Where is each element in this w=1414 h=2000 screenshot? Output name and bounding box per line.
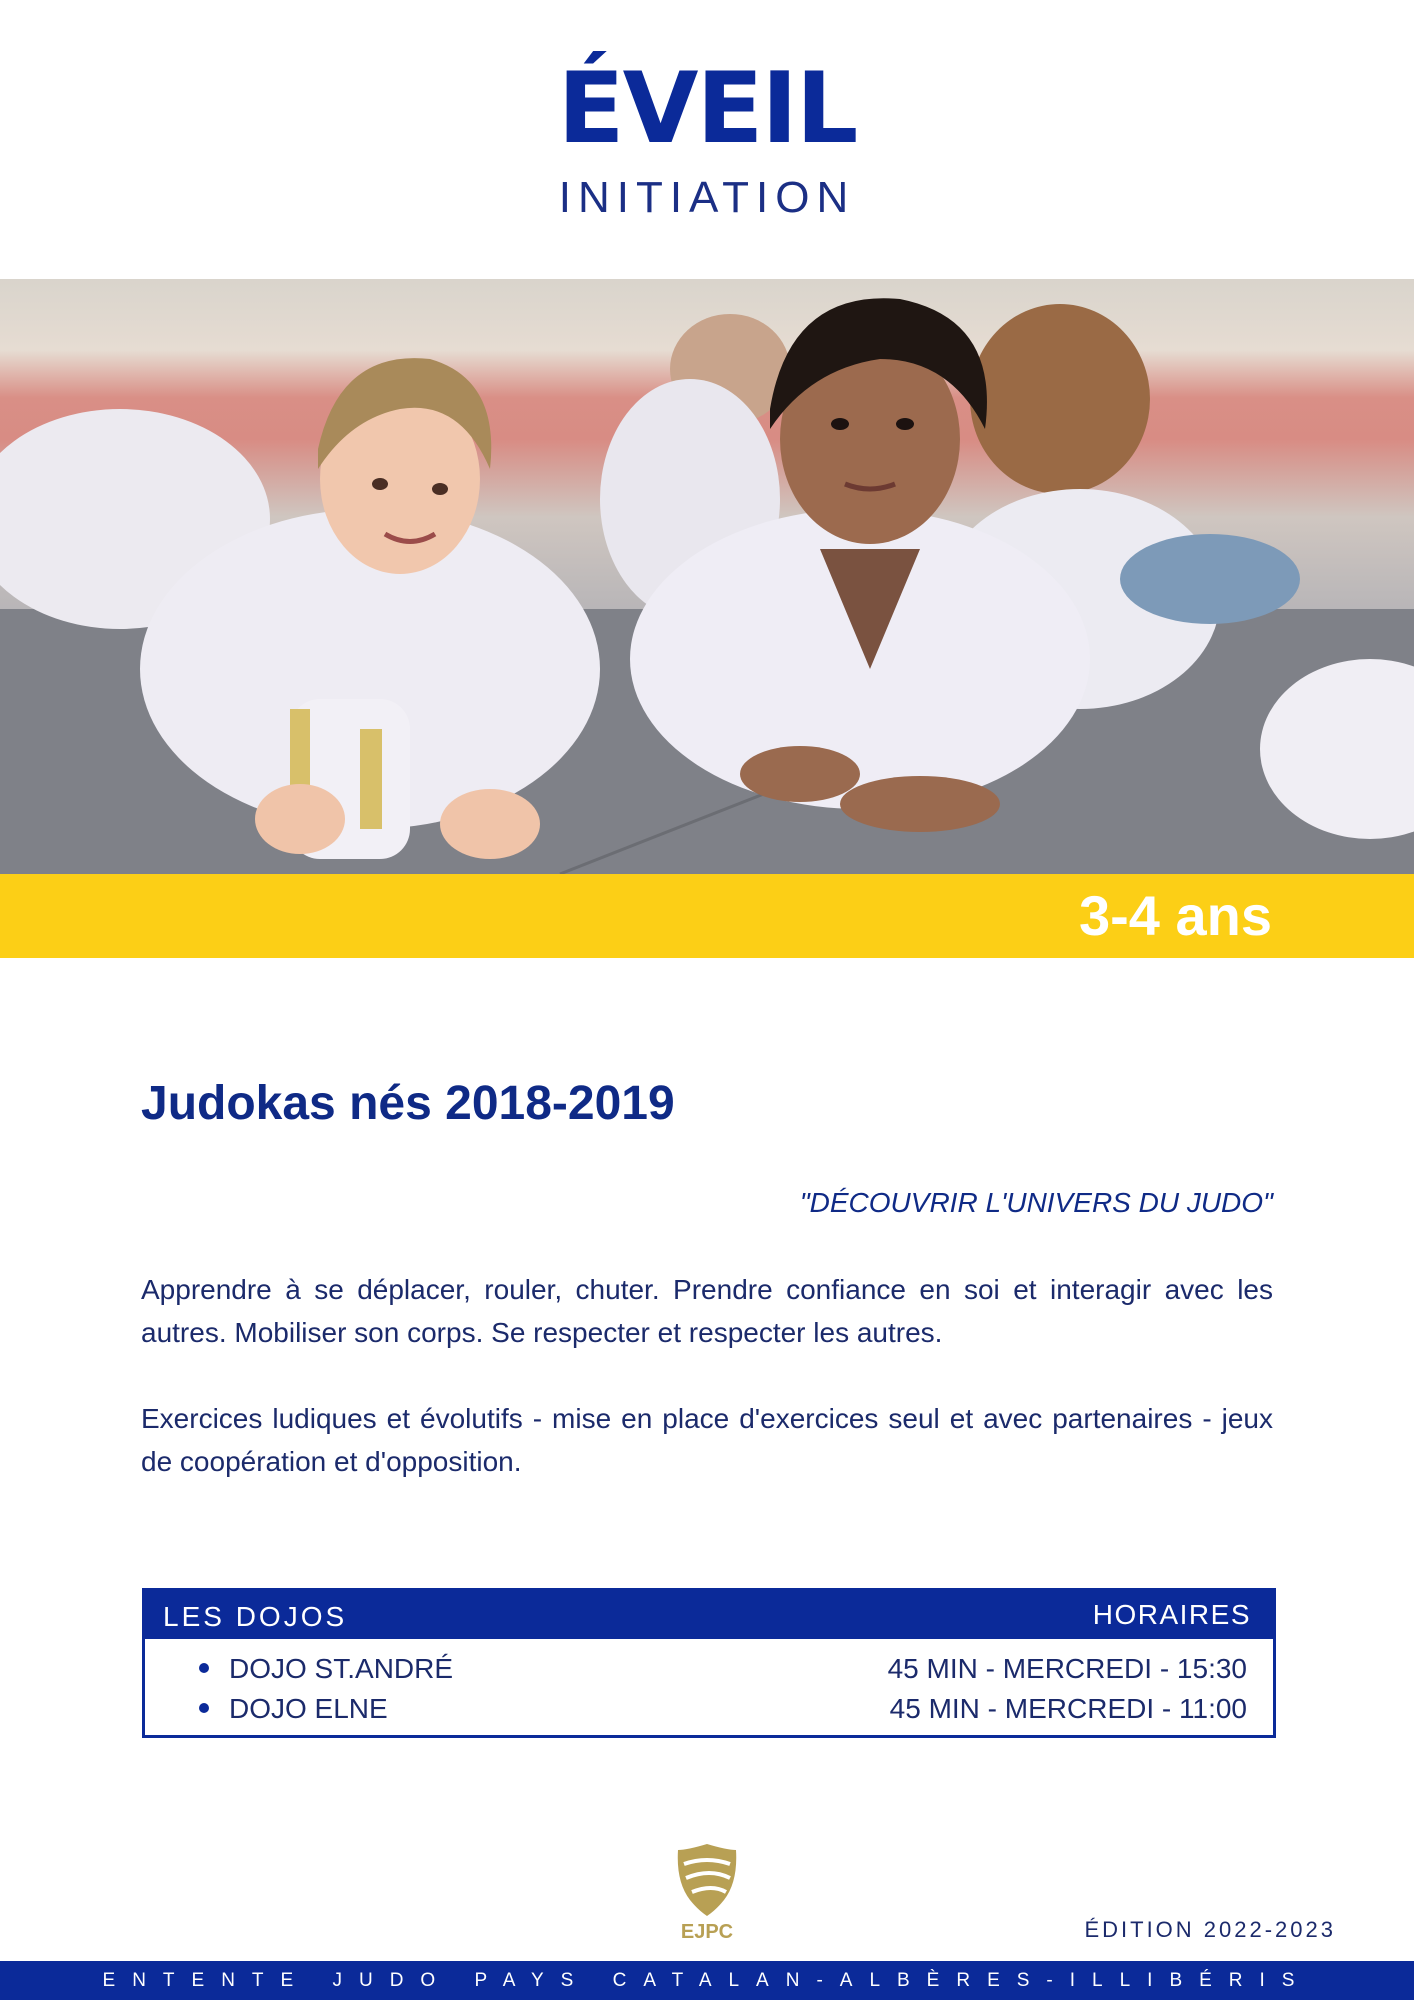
dojos-header: LES DOJOS bbox=[163, 1601, 348, 1632]
age-band bbox=[0, 874, 1414, 958]
schedule-row bbox=[145, 1689, 1273, 1729]
dojo-time: 45 MIN - MERCREDI - 11:00 bbox=[889, 1693, 1247, 1724]
logo-text: EJPC bbox=[680, 1921, 734, 1942]
page-title: ÉVEIL bbox=[557, 52, 857, 166]
photo-illustration bbox=[0, 279, 1414, 874]
birth-years-heading: Judokas nés 2018-2019 bbox=[141, 1077, 675, 1130]
bullet-icon bbox=[199, 1703, 209, 1713]
club-logo bbox=[672, 1842, 742, 1942]
schedule-table bbox=[142, 1588, 1276, 1738]
edition-label: ÉDITION 2022-2023 bbox=[1084, 1917, 1336, 1942]
schedule-row bbox=[145, 1649, 1273, 1689]
age-label: 3-4 ans bbox=[1079, 884, 1272, 947]
schedule-header bbox=[145, 1591, 1273, 1639]
motto: "DÉCOUVRIR L'UNIVERS DU JUDO" bbox=[799, 1187, 1273, 1218]
footer-banner: ENTENTE JUDO PAYS CATALAN-ALBÈRES-ILLIBÉRIS bbox=[0, 1961, 1414, 2000]
judo-kids-photo bbox=[0, 279, 1414, 874]
description-paragraph-2: Exercices ludiques et évolutifs - mise en place d'exercices seul et avec partenaires - jeux de coopération et d'opposition. bbox=[141, 1403, 1273, 1477]
dojo-time: 45 MIN - MERCREDI - 15:30 bbox=[887, 1653, 1247, 1684]
shield-logo-icon bbox=[672, 1842, 742, 1942]
dojo-name: DOJO ST.ANDRÉ bbox=[229, 1653, 454, 1684]
description-paragraph-1: Apprendre à se déplacer, rouler, chuter. Prendre confiance en soi et interagir avec les autres. Mobiliser son corps. Se respecter et respecter les autres. bbox=[141, 1274, 1273, 1348]
bullet-icon bbox=[199, 1663, 209, 1673]
page-subtitle: INITIATION bbox=[558, 173, 856, 222]
dojo-name: DOJO ELNE bbox=[229, 1693, 388, 1724]
hours-header: HORAIRES bbox=[1092, 1599, 1251, 1630]
